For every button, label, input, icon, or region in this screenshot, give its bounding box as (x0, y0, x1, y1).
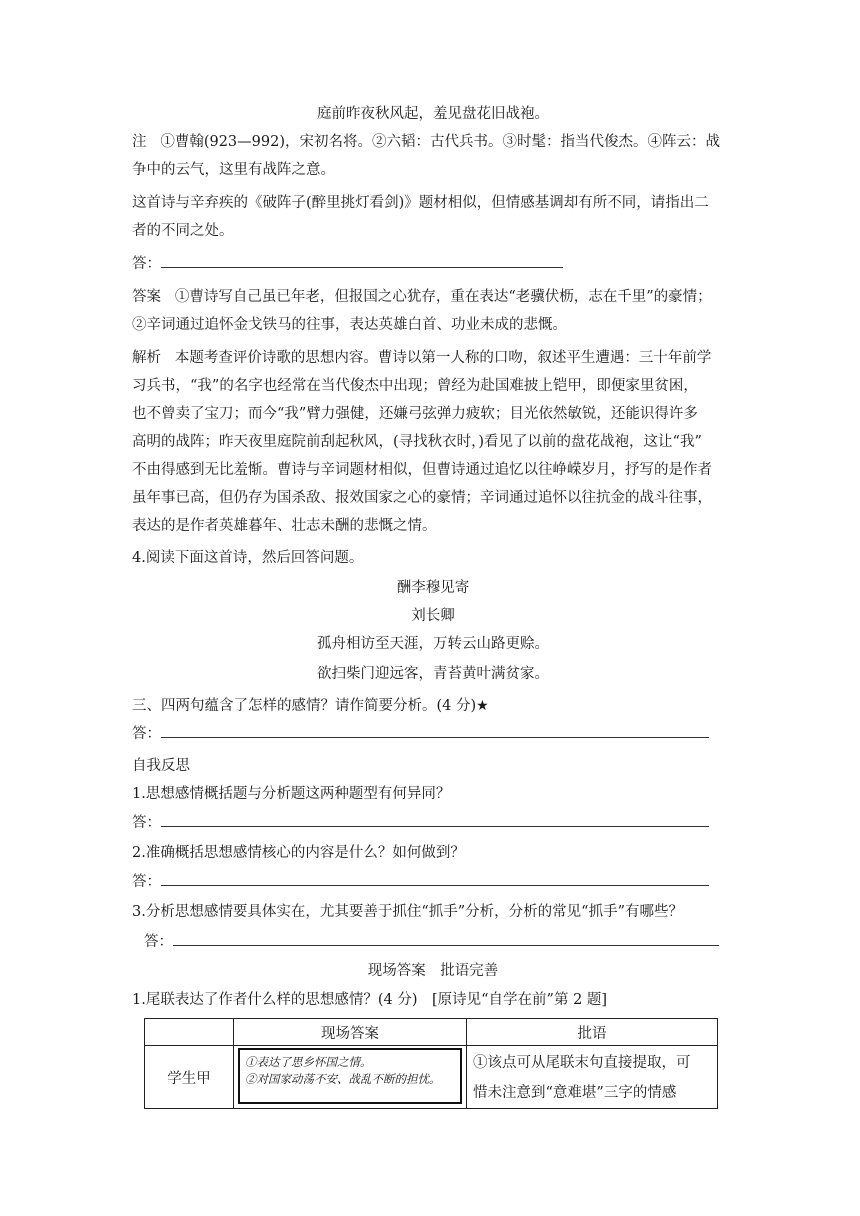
reflection-heading: 自我反思 (132, 758, 190, 774)
poem-end-line: 庭前昨夜秋风起，羞见盘花旧战袍。 (317, 106, 549, 122)
onsite-question: 1.尾联表达了作者什么样的思想感情？(4 分) [原诗见“自学在前”第 2 题] (132, 992, 608, 1008)
answer-3-line-1 (132, 287, 732, 307)
table-row (145, 1046, 718, 1109)
answer-prompt: 答： (132, 256, 161, 272)
analysis-3-line-5: 不由得感到无比羞惭。曹诗与辛词题材相似，但曹诗通过追忆以往峥嵘岁月，抒写的是作者 (132, 462, 712, 478)
question-4-prompt: 三、四两句蕴含了怎样的感情？请作简要分析。(4 分) (132, 698, 477, 714)
answer-prompt: 答： (132, 726, 161, 742)
reflection-q2: 2.准确概括思想感情核心的内容是什么？如何做到？ (132, 845, 465, 861)
student-name: 学生甲 (145, 1046, 234, 1109)
reflection-q1-answer-row (132, 813, 732, 833)
analysis-3-text-1: 本题考查评价诗歌的思想内容。曹诗以第一人称的口吻，叙述平生遭遇：三十年前学 (174, 350, 712, 366)
analysis-3-line-7: 表达的是作者英雄暮年、壮志未酬的悲慨之情。 (132, 518, 437, 534)
answer-prompt: 答： (144, 934, 173, 950)
answer-3-line-2: ②辛词通过追怀金戈铁马的往事，表达英雄白首、功业未成的悲慨。 (132, 317, 567, 333)
reflection-q3: 3.分析思想感情要具体实在，尤其要善于抓住“抓手”分析，分析的常见“抓手”有哪些？ (132, 904, 683, 920)
star-icon: ★ (476, 698, 489, 714)
note-line-1 (132, 132, 732, 152)
answer-blank[interactable] (161, 255, 563, 268)
reflection-q1: 1.思想感情概括题与分析题这两种题型有何异同？ (132, 786, 451, 802)
analysis-3-line-6: 虽年事已高，但仍存为国杀敌、报效国家之心的豪情；辛词通过追怀以往抗金的战斗往事， (132, 490, 712, 506)
note-text-1: ①曹翰(923—992)，宋初名将。②六韬：古代兵书。③时髦：指当代俊杰。④阵云：战 (160, 134, 720, 150)
handwritten-answer (238, 1048, 462, 1104)
comment-line-1: ①该点可从尾联末句直接提取，可 (473, 1055, 691, 1071)
comment-line-2: 惜未注意到“意难堪”三字的情感 (473, 1085, 677, 1101)
table-header-row (145, 1019, 718, 1046)
analysis-3-line-1 (132, 348, 732, 368)
analysis-label: 解析 (132, 350, 161, 366)
answer-3-text-1: ①曹诗写自己虽已年老，但报国之心犹存，重在表达“老骥伏枥，志在千里”的豪情； (174, 289, 712, 305)
analysis-3-line-4: 高明的战阵；昨天夜里庭院前刮起秋风，(寻找秋衣时，)看见了以前的盘花战袍，这让“我” (132, 434, 702, 450)
poem-author: 刘长卿 (411, 608, 455, 624)
reflection-q2-answer-row (132, 872, 732, 892)
question-3-answer-row (132, 254, 732, 274)
question-4-prompt-row (132, 696, 732, 716)
question-3-line-2: 者的不同之处。 (132, 223, 234, 239)
poem-line-2: 欲扫柴门迎远客，青苔黄叶满贫家。 (317, 666, 549, 682)
onsite-answer-table (144, 1018, 718, 1109)
analysis-3-line-3: 也不曾卖了宝刀；而今“我”臂力强健，还嫌弓弦弹力疲软；目光依然敏锐，还能识得许多 (132, 406, 698, 422)
onsite-heading: 现场答案 批语完善 (367, 963, 499, 979)
note-line-2: 争中的云气，这里有战阵之意。 (132, 162, 335, 178)
handwritten-line-1: ①表达了思乡怀国之情。 (245, 1055, 372, 1069)
question-3-line-1: 这首诗与辛弃疾的《破阵子(醉里挑灯看剑)》题材相似，但情感基调却有所不同，请指出二 (132, 195, 709, 211)
question-4-answer-row (132, 724, 732, 744)
handwritten-line-2: ②对国家动荡不安、战乱不断的担忧。 (245, 1072, 441, 1086)
answer-blank[interactable] (161, 725, 709, 738)
reflection-q3-answer-row (144, 932, 744, 952)
answer-label: 答案 (132, 289, 161, 305)
comment-cell (467, 1046, 718, 1109)
poem-title: 酬李穆见寄 (396, 580, 470, 596)
answer-blank[interactable] (161, 873, 709, 886)
answer-prompt: 答： (132, 815, 161, 831)
answer-blank[interactable] (161, 814, 709, 827)
note-label: 注 (132, 134, 147, 150)
table-header-comment: 批语 (467, 1019, 718, 1046)
answer-prompt: 答： (132, 874, 161, 890)
handwritten-answer-cell (234, 1046, 467, 1109)
question-4-intro: 4.阅读下面这首诗，然后回答问题。 (132, 550, 364, 566)
table-header-answer: 现场答案 (234, 1019, 467, 1046)
poem-line-1: 孤舟相访至天涯，万转云山路更赊。 (317, 636, 549, 652)
table-header-blank (145, 1019, 234, 1046)
answer-blank[interactable] (173, 933, 719, 946)
analysis-3-line-2: 习兵书，“我”的名字也经常在当代俊杰中出现；曾经为赴国难披上铠甲，即便家里贫困， (132, 378, 698, 394)
